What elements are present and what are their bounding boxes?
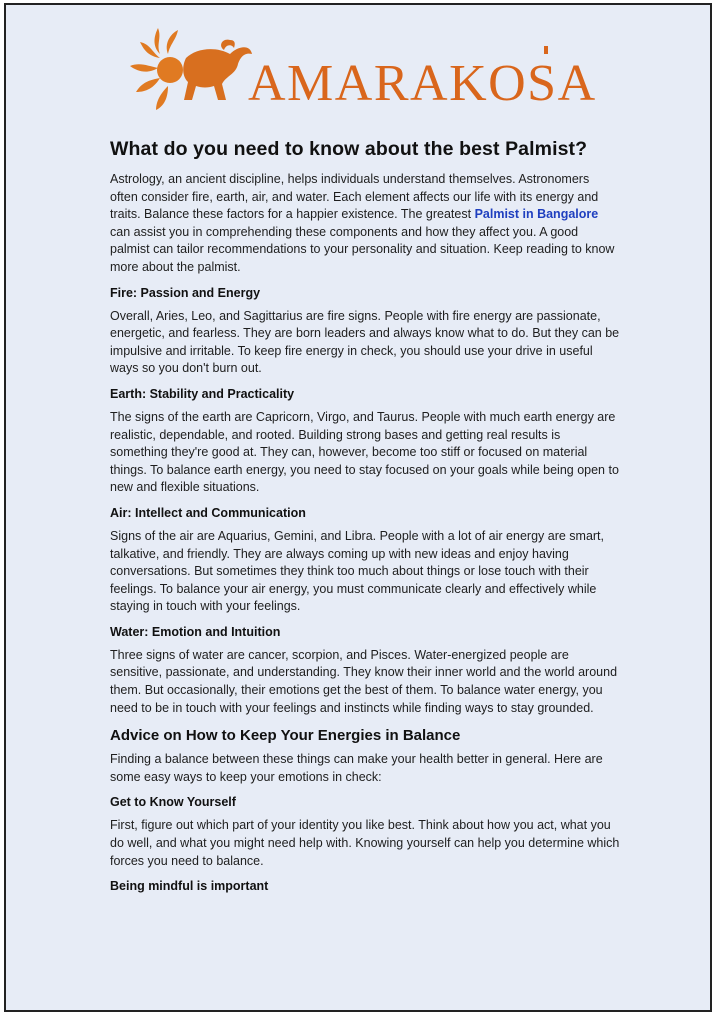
mindful-heading: Being mindful is important [110,879,269,894]
sun-icon [130,28,183,110]
water-heading: Water: Emotion and Intuition [110,624,281,639]
air-paragraph: Signs of the air are Aquarius, Gemini, and Libra. People with a lot of air energy are smart, talkative, and friendly. They are always coming up with new ideas and enjoy having conversations. But sometimes they think too much about things or lose touch with their feelings. To balance your air energy, you must communicate clearly and effectively while staying in touch with your feelings. [110,528,605,614]
amarakosa-logo [126,20,611,120]
logo-graphic [126,20,611,120]
earth-heading: Earth: Stability and Practicality [110,386,295,401]
document-page [4,3,712,1012]
intro-text-after-link: can assist you in comprehending these components and how they affect you. A good palmist can tailor recommendations to your personality and situation. Keep reading to know more about the palmist. [110,224,615,274]
know-yourself-heading: Get to Know Yourself [110,795,236,810]
earth-paragraph: The signs of the earth are Capricorn, Virgo, and Taurus. People with much earth energy are realistic, dependable, and rooted. Building strong bases and getting real results is something they're good at. They can, however, become too stiff or focused on material things. To balance earth energy, you need to stay focused on your goals while being open to new and flexible situations. [110,409,619,495]
logo-accent-mark [544,46,548,54]
fire-paragraph: Overall, Aries, Leo, and Sagittarius are fire signs. People with fire energy are passionate, energetic, and fearless. They are born leaders and always know what to do. But they can be impulsive and irritable. To keep fire energy in check, you should use your drive in useful ways so you don't burn out. [110,308,620,376]
article-title: What do you need to know about the best Palmist? [110,138,588,160]
article-body [110,138,620,901]
water-paragraph: Three signs of water are cancer, scorpion, and Pisces. Water-energized people are sensitive, passionate, and understanding. They know their inner world and the world around them. But occasionally, their emotions get the best of them. To balance water energy, you need to be in touch with your feelings and instincts while finding ways to stay grounded. [110,647,618,715]
advice-paragraph: Finding a balance between these things can make your health better in general. Here are some easy ways to keep your emotions in check: [110,752,603,784]
intro-text-before-link: Astrology, an ancient discipline, helps individuals understand themselves. Astronomers often consider fire, earth, air, and water. Each element affects our life with its energy and traits. Balance these factors for a happier existence. The greatest [110,172,599,222]
logo-text: AMARAKOSA [248,55,597,112]
air-heading: Air: Intellect and Communication [110,505,306,520]
ram-icon [183,40,252,100]
advice-heading: Advice on How to Keep Your Energies in Balance [110,727,461,745]
fire-heading: Fire: Passion and Energy [110,285,261,300]
palmist-in-bangalore-link[interactable]: Palmist in Bangalore [474,207,599,222]
know-yourself-paragraph: First, figure out which part of your identity you like best. Think about how you act, what you do well, and what you might need help with. Knowing yourself can help you determine which forces you need to balance. [110,818,620,868]
intro-paragraph [110,171,620,277]
